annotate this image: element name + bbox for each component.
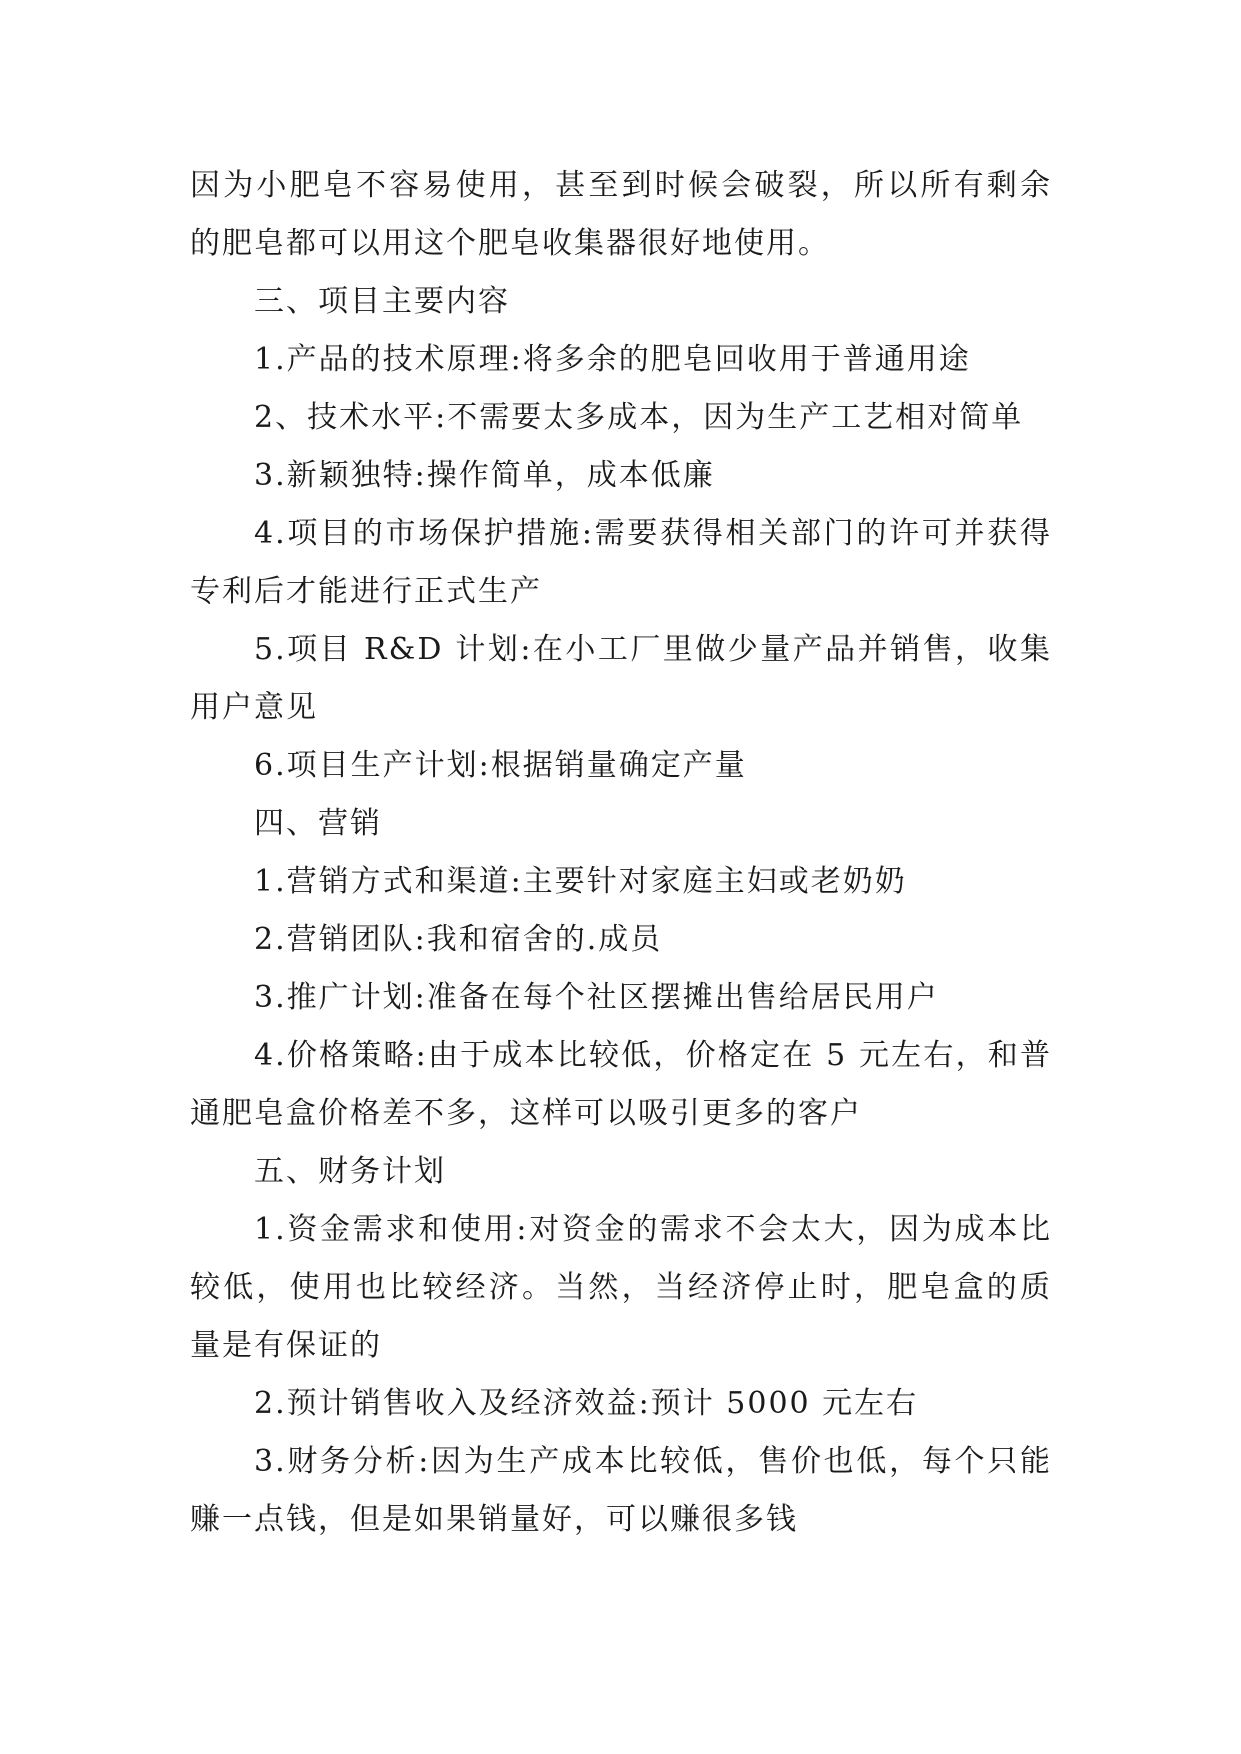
section-heading-financial-plan: 五、财务计划: [254, 1154, 446, 1189]
list-item-novelty: 3.新颖独特:操作简单，成本低廉: [254, 458, 715, 493]
list-item-marketing-channels: 1.营销方式和渠道:主要针对家庭主妇或老奶奶: [254, 864, 907, 899]
list-item-technical-principle: 1.产品的技术原理:将多余的肥皂回收用于普通用途: [254, 342, 971, 377]
list-item-marketing-team: 2.营销团队:我和宿舍的.成员: [254, 922, 663, 957]
list-item-promotion-plan: 3.推广计划:准备在每个社区摆摊出售给居民用户: [254, 980, 939, 1015]
section-heading-project-content: 三、项目主要内容: [254, 284, 510, 319]
list-item-financial-analysis: 3.财务分析:因为生产成本比较低，售价也低，每个只能赚一点钱，但是如果销量好，可以赚很多钱: [190, 1444, 1052, 1537]
list-item-funding-needs: 1.资金需求和使用:对资金的需求不会太大，因为成本比较低，使用也比较经济。当然，当经济停止时，肥皂盒的质量是有保证的: [190, 1212, 1052, 1363]
list-item-expected-revenue: 2.预计销售收入及经济效益:预计 5000 元左右: [254, 1386, 919, 1421]
list-item-pricing-strategy: 4.价格策略:由于成本比较低，价格定在 5 元左右，和普通肥皂盒价格差不多，这样可以吸引更多的客户: [190, 1038, 1052, 1131]
document-body: [190, 157, 1052, 1549]
list-item-technical-level: 2、技术水平:不需要太多成本，因为生产工艺相对简单: [254, 400, 1024, 435]
list-item-rd-plan: 5.项目 R&D 计划:在小工厂里做少量产品并销售，收集用户意见: [190, 632, 1052, 725]
list-item-market-protection: 4.项目的市场保护措施:需要获得相关部门的许可并获得专利后才能进行正式生产: [190, 516, 1052, 609]
body-paragraph-continuation: 因为小肥皂不容易使用，甚至到时候会破裂，所以所有剩余的肥皂都可以用这个肥皂收集器很好地使用。: [190, 168, 1052, 261]
section-heading-marketing: 四、营销: [254, 806, 382, 841]
list-item-production-plan: 6.项目生产计划:根据销量确定产量: [254, 748, 747, 783]
